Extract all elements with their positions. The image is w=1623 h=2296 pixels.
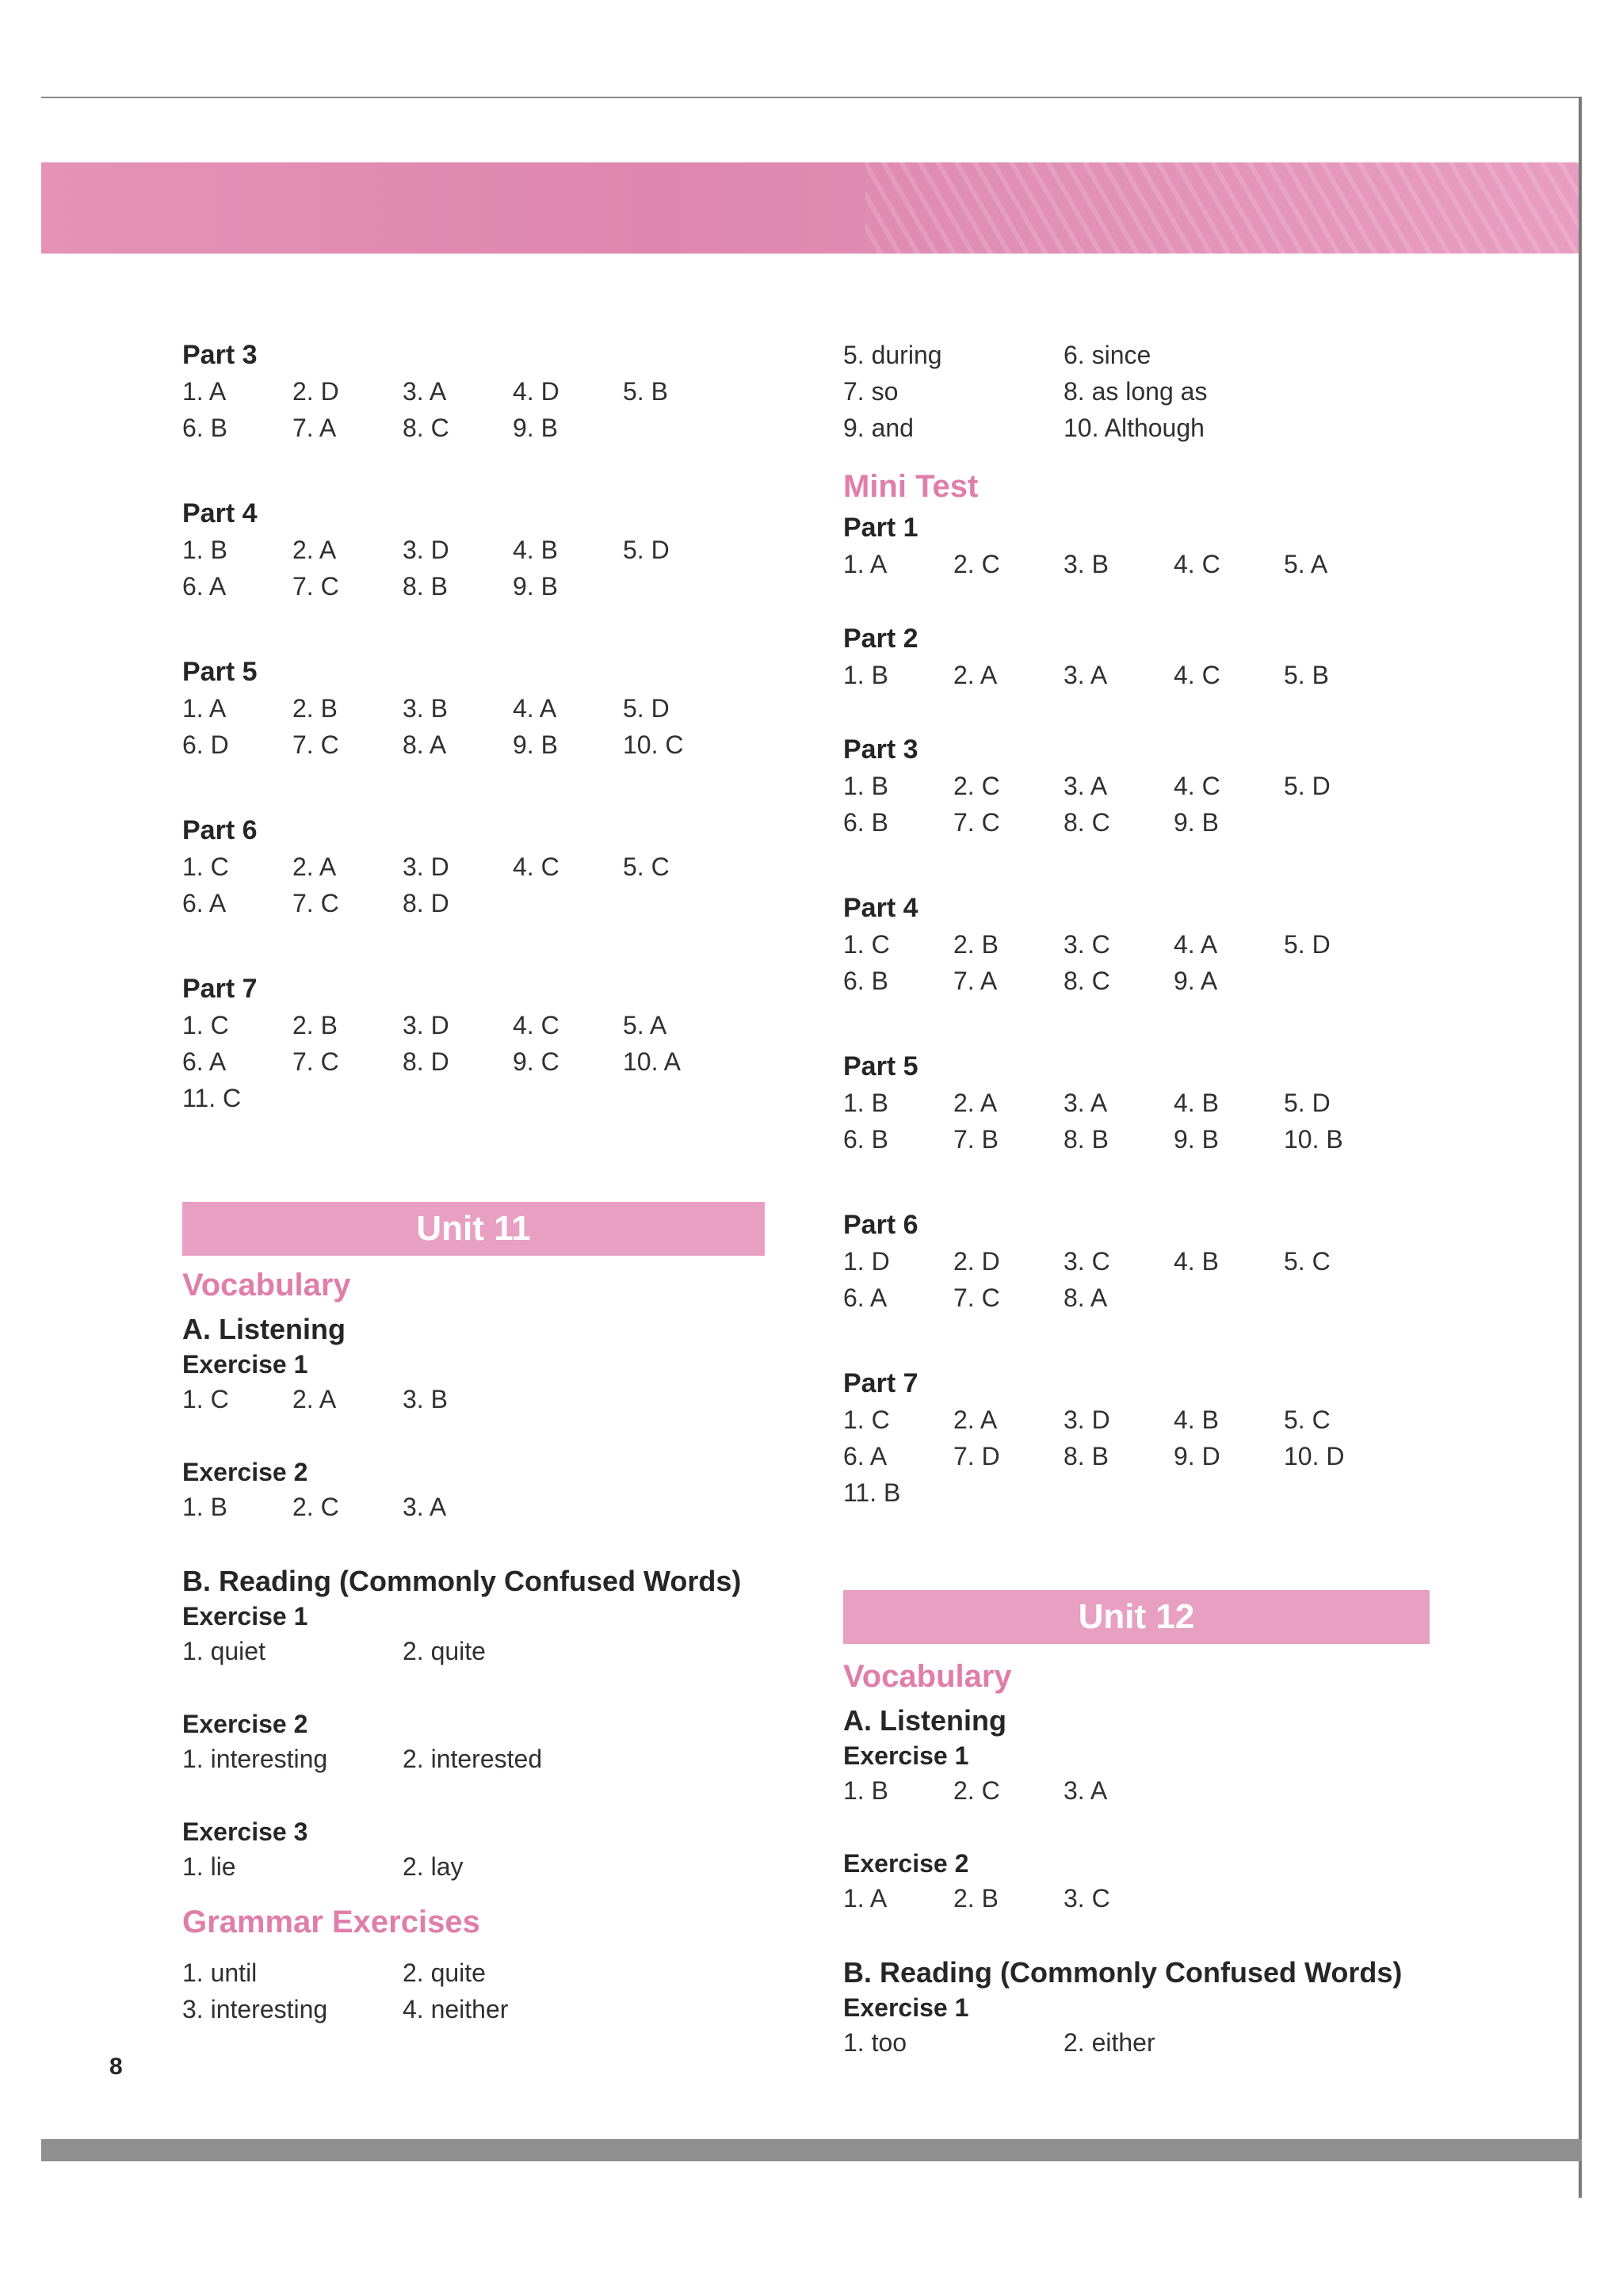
answer-item: 8. as long as (1064, 376, 1208, 406)
answer-item: 1. B (843, 771, 888, 800)
answer-item: 2. A (953, 660, 998, 689)
answer-item: 7. A (292, 413, 337, 442)
answer-item: 2. B (953, 1883, 999, 1913)
answer-row (182, 532, 765, 568)
answer-item: 2. D (292, 376, 339, 406)
answer-list (182, 373, 765, 446)
answer-item: 1. A (182, 376, 227, 406)
part-heading: Part 3 (843, 734, 918, 765)
header-stripes (865, 162, 1579, 254)
answer-row (843, 337, 1430, 373)
answer-item: 7. C (953, 1283, 1000, 1312)
answer-list (843, 657, 1430, 693)
answer-item: 8. B (1064, 1441, 1109, 1470)
word-list (182, 1955, 765, 2027)
answer-item: 6. B (843, 966, 888, 995)
section-heading: Vocabulary (843, 1659, 1012, 1694)
answer-item: 7. C (292, 1047, 339, 1076)
answer-item: 8. C (1064, 966, 1110, 995)
answer-item: 6. A (182, 571, 227, 601)
answer-list (843, 1085, 1430, 1158)
answer-item: 9. C (513, 1047, 559, 1076)
answer-item: 7. C (292, 571, 339, 601)
answer-item: 10. A (623, 1047, 681, 1076)
answer-item: 3. D (403, 852, 449, 881)
answer-item: 5. A (623, 1010, 667, 1039)
answer-item: 3. A (1064, 1775, 1108, 1805)
answer-item: 1. A (843, 549, 888, 578)
answer-item: 2. interested (403, 1744, 543, 1773)
header-band (41, 162, 1579, 254)
answer-item: 9. B (1174, 807, 1219, 837)
exercise-heading: Exercise 1 (843, 1993, 969, 2022)
subsection-heading: A. Listening (843, 1704, 1006, 1737)
answer-item: 2. A (953, 1405, 998, 1434)
answer-row (843, 1772, 1430, 1809)
answer-row (843, 768, 1430, 804)
answer-item: 4. B (1174, 1246, 1219, 1276)
answer-row (843, 1280, 1430, 1316)
answer-list (843, 1402, 1430, 1511)
answer-item: 8. C (403, 413, 449, 442)
answer-list (843, 1880, 1430, 1917)
word-list (182, 1848, 765, 1885)
answer-row (843, 1880, 1430, 1917)
answer-item: 2. quite (403, 1636, 486, 1665)
answer-item: 2. C (953, 549, 1000, 578)
answer-item: 2. A (292, 852, 337, 881)
answer-item: 3. A (1064, 660, 1108, 689)
answer-item: 7. C (292, 730, 339, 759)
unit-banner: Unit 12 (843, 1590, 1430, 1644)
answer-item: 3. C (1064, 1883, 1110, 1913)
answer-item: 3. B (403, 1384, 448, 1413)
answer-item: 1. lie (182, 1852, 236, 1881)
answer-item: 4. C (513, 852, 559, 881)
answer-item: 4. B (1174, 1405, 1219, 1434)
answer-item: 9. B (513, 571, 558, 601)
part-heading: Part 4 (182, 498, 258, 528)
answer-row (182, 727, 765, 763)
page-right-rule (1579, 97, 1582, 2198)
answer-item: 2. quite (403, 1958, 486, 1987)
section-heading: Grammar Exercises (182, 1905, 480, 1939)
answer-item: 2. B (292, 1010, 338, 1039)
answer-row (843, 2024, 1430, 2061)
subsection-heading: B. Reading (Commonly Confused Words) (182, 1565, 742, 1597)
answer-row (843, 1085, 1430, 1121)
answer-item: 1. C (843, 1405, 890, 1434)
word-list (843, 2024, 1430, 2061)
part-heading: Part 4 (843, 893, 918, 923)
answer-row (843, 546, 1430, 582)
answer-item: 1. A (843, 1883, 888, 1913)
answer-item: 8. D (403, 1047, 449, 1076)
answer-item: 9. and (843, 413, 914, 442)
answer-item: 4. B (1174, 1088, 1219, 1117)
answer-item: 4. C (1174, 549, 1220, 578)
answer-item: 9. B (513, 730, 558, 759)
answer-item: 2. A (292, 1384, 337, 1413)
word-list (843, 337, 1430, 446)
answer-row (182, 1489, 765, 1525)
exercise-heading: Exercise 2 (182, 1710, 308, 1738)
answer-row (843, 804, 1430, 841)
part-heading: Part 5 (182, 657, 258, 687)
page-number: 8 (109, 2054, 123, 2080)
answer-list (843, 1243, 1430, 1316)
exercise-heading: Exercise 1 (182, 1350, 308, 1379)
answer-item: 7. B (953, 1124, 999, 1154)
answer-row (182, 568, 765, 605)
part-heading: Part 6 (182, 815, 258, 845)
answer-item: 3. C (1064, 929, 1110, 959)
answer-item: 6. B (843, 807, 888, 837)
answer-item: 6. D (182, 730, 229, 759)
answer-item: 9. B (1174, 1124, 1219, 1154)
answer-item: 11. C (182, 1083, 242, 1112)
answer-item: 1. A (182, 693, 227, 723)
answer-row (843, 410, 1430, 446)
answer-item: 3. A (1064, 771, 1108, 800)
answer-item: 1. C (182, 852, 229, 881)
answer-row (182, 690, 765, 727)
answer-item: 7. C (292, 888, 339, 917)
answer-item: 6. since (1064, 340, 1151, 369)
answer-item: 7. A (953, 966, 998, 995)
answer-item: 4. D (513, 376, 559, 406)
answer-item: 6. B (843, 1124, 888, 1154)
answer-item: 8. A (403, 730, 447, 759)
answer-list (843, 926, 1430, 999)
part-heading: Part 6 (843, 1210, 918, 1240)
part-heading: Part 2 (843, 624, 918, 654)
answer-item: 4. C (1174, 771, 1220, 800)
exercise-heading: Exercise 2 (843, 1849, 969, 1878)
answer-list (182, 849, 765, 921)
answer-item: 5. C (1284, 1405, 1331, 1434)
answer-item: 3. B (403, 693, 448, 723)
answer-row (182, 849, 765, 885)
answer-item: 10. B (1284, 1124, 1343, 1154)
answer-item: 8. C (1064, 807, 1110, 837)
answer-item: 3. interesting (182, 1994, 328, 2023)
answer-row (182, 1991, 765, 2027)
answer-item: 1. C (182, 1010, 229, 1039)
answer-item: 5. C (1284, 1246, 1331, 1276)
footer-band (41, 2139, 1582, 2161)
answer-item: 6. A (182, 888, 227, 917)
word-list (182, 1633, 765, 1669)
answer-row (843, 926, 1430, 963)
answer-item: 8. B (403, 571, 448, 601)
answer-item: 1. D (843, 1246, 890, 1276)
answer-item: 5. B (623, 376, 668, 406)
answer-list (843, 768, 1430, 841)
answer-list (182, 1489, 765, 1525)
section-heading: Vocabulary (182, 1268, 351, 1302)
answer-row (182, 1741, 765, 1777)
answer-item: 8. B (1064, 1124, 1109, 1154)
answer-item: 5. D (1284, 1088, 1331, 1117)
answer-row (182, 1955, 765, 1991)
answer-item: 3. B (1064, 549, 1109, 578)
answer-item: 3. D (1064, 1405, 1110, 1434)
answer-item: 11. B (843, 1478, 901, 1507)
answer-item: 9. A (1174, 966, 1218, 995)
answer-row (182, 373, 765, 410)
answer-item: 8. A (1064, 1283, 1108, 1312)
answer-item: 5. C (623, 852, 670, 881)
answer-item: 10. Although (1064, 413, 1205, 442)
answer-item: 9. D (1174, 1441, 1220, 1470)
answer-item: 3. A (403, 376, 447, 406)
answer-row (843, 1474, 1430, 1511)
page-top-rule (41, 97, 1582, 98)
answer-list (843, 546, 1430, 582)
answer-item: 1. C (843, 929, 890, 959)
part-heading: Part 1 (843, 513, 918, 543)
answer-item: 3. A (1064, 1088, 1108, 1117)
answer-item: 5. D (1284, 771, 1331, 800)
answer-item: 6. A (182, 1047, 227, 1076)
answer-item: 2. C (953, 771, 1000, 800)
section-heading: Mini Test (843, 469, 979, 504)
answer-row (843, 1243, 1430, 1280)
answer-item: 3. C (1064, 1246, 1110, 1276)
part-heading: Part 7 (843, 1368, 918, 1398)
answer-row (182, 1080, 765, 1116)
answer-row (182, 885, 765, 921)
answer-item: 1. too (843, 2027, 907, 2057)
exercise-heading: Exercise 1 (182, 1602, 308, 1630)
answer-item: 7. C (953, 807, 1000, 837)
answer-item: 3. D (403, 1010, 449, 1039)
answer-row (843, 1402, 1430, 1438)
answer-row (843, 1438, 1430, 1474)
answer-item: 6. A (843, 1283, 888, 1312)
answer-item: 4. C (513, 1010, 559, 1039)
answer-row (182, 1633, 765, 1669)
answer-list (182, 1381, 765, 1417)
answer-item: 1. B (843, 660, 888, 689)
word-list (182, 1741, 765, 1777)
answer-item: 9. B (513, 413, 558, 442)
answer-item: 4. A (1174, 929, 1218, 959)
answer-item: 1. until (182, 1958, 258, 1987)
answer-item: 2. D (953, 1246, 1000, 1276)
answer-item: 5. D (623, 535, 670, 564)
subsection-heading: B. Reading (Commonly Confused Words) (843, 1956, 1403, 1989)
answer-item: 4. C (1174, 660, 1220, 689)
answer-item: 2. A (953, 1088, 998, 1117)
answer-row (843, 373, 1430, 410)
answer-item: 5. A (1284, 549, 1328, 578)
answer-item: 5. B (1284, 660, 1329, 689)
answer-item: 1. B (182, 1492, 227, 1521)
exercise-heading: Exercise 1 (843, 1741, 969, 1770)
answer-item: 7. so (843, 376, 899, 406)
exercise-heading: Exercise 3 (182, 1817, 308, 1846)
answer-item: 4. A (513, 693, 557, 723)
answer-row (182, 1007, 765, 1043)
answer-item: 1. quiet (182, 1636, 265, 1665)
answer-item: 6. A (843, 1441, 888, 1470)
right-column (843, 337, 1430, 2061)
answer-list (182, 690, 765, 763)
answer-row (182, 1043, 765, 1080)
left-column (182, 337, 765, 2027)
answer-item: 10. D (1284, 1441, 1345, 1470)
answer-item: 2. either (1064, 2027, 1155, 2057)
part-heading: Part 3 (182, 340, 258, 370)
part-heading: Part 7 (182, 974, 258, 1004)
answer-row (182, 410, 765, 446)
answer-item: 10. C (623, 730, 684, 759)
answer-item: 2. B (292, 693, 338, 723)
answer-item: 1. B (843, 1088, 888, 1117)
answer-list (843, 1772, 1430, 1809)
answer-item: 2. lay (403, 1852, 464, 1881)
part-heading: Part 5 (843, 1051, 918, 1081)
answer-item: 2. C (953, 1775, 1000, 1805)
answer-item: 2. B (953, 929, 999, 959)
answer-item: 1. B (843, 1775, 888, 1805)
answer-item: 4. B (513, 535, 558, 564)
answer-list (182, 1007, 765, 1116)
answer-item: 1. B (182, 535, 227, 564)
answer-item: 3. D (403, 535, 449, 564)
answer-item: 2. C (292, 1492, 339, 1521)
answer-item: 6. B (182, 413, 227, 442)
answer-item: 5. during (843, 340, 942, 369)
answer-row (182, 1381, 765, 1417)
answer-item: 3. A (403, 1492, 447, 1521)
answer-item: 1. interesting (182, 1744, 328, 1773)
unit-banner: Unit 11 (182, 1202, 765, 1256)
answer-row (843, 657, 1430, 693)
exercise-heading: Exercise 2 (182, 1458, 308, 1486)
answer-item: 4. neither (403, 1994, 509, 2023)
answer-row (843, 963, 1430, 999)
subsection-heading: A. Listening (182, 1313, 346, 1345)
answer-item: 5. D (623, 693, 670, 723)
answer-item: 8. D (403, 888, 449, 917)
answer-row (182, 1848, 765, 1885)
answer-list (182, 532, 765, 605)
answer-row (843, 1121, 1430, 1158)
answer-item: 5. D (1284, 929, 1331, 959)
answer-item: 7. D (953, 1441, 1000, 1470)
answer-item: 1. C (182, 1384, 229, 1413)
answer-item: 2. A (292, 535, 337, 564)
